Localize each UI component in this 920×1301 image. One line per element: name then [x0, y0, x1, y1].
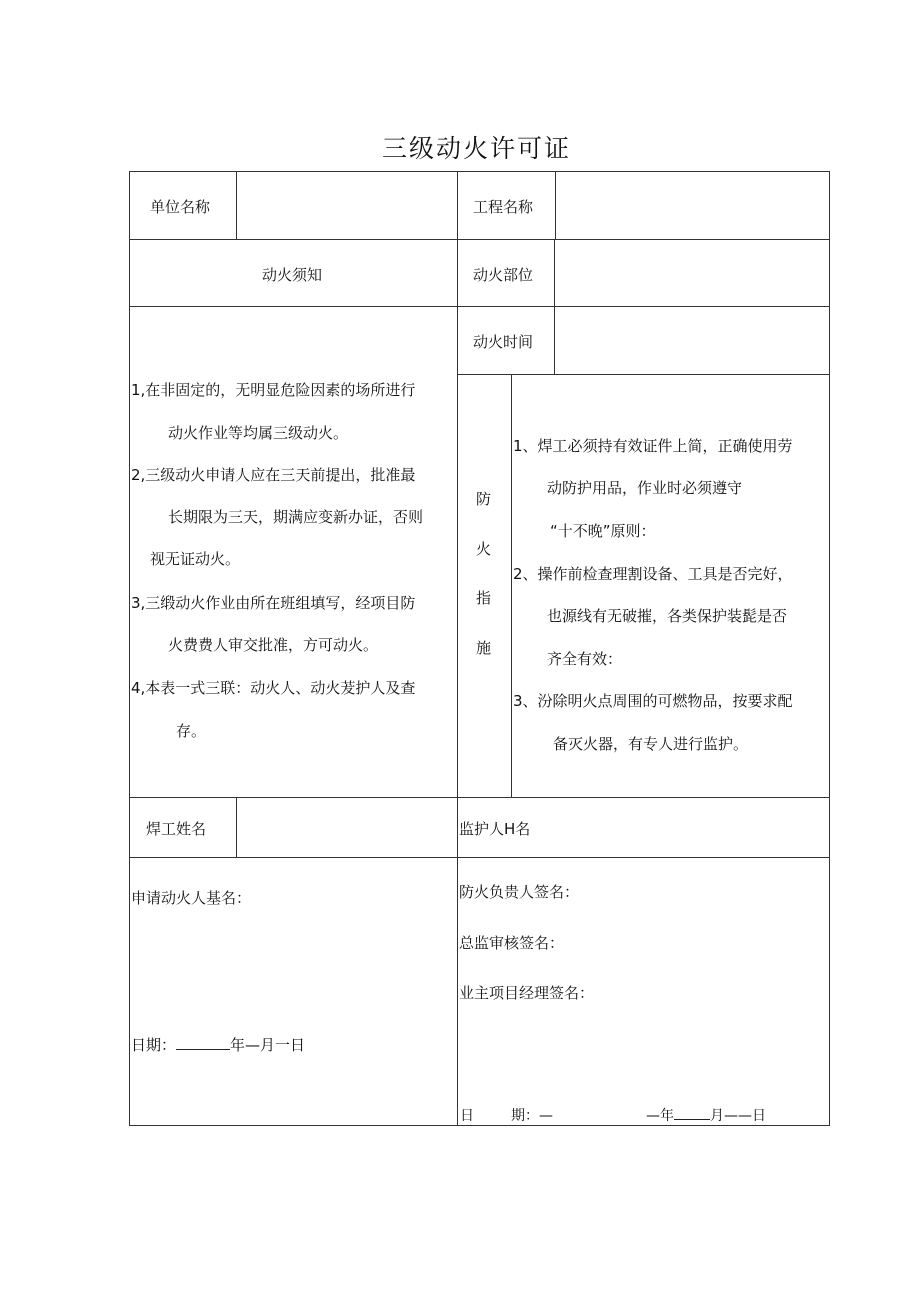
- date-year-label: 年: [230, 1036, 246, 1054]
- measure-line: 齐全有效：: [547, 650, 623, 668]
- notice-line: 1,在非固定的，无明显危险因素的场所进行: [131, 381, 416, 399]
- notice-line: 4,本表一式三联：动火人、动火茇护人及查: [131, 679, 416, 697]
- measure-line: 也源线有无破摧，各类保护装髭是否: [547, 607, 788, 625]
- row-divider: [129, 797, 830, 798]
- unit-name-label: 单位名称: [150, 198, 211, 216]
- column-divider: [457, 171, 458, 1126]
- measure-line: 2、操作前检查理割设备、工具是否完好，: [513, 565, 793, 583]
- notice-line: 长期限为三天，期满应变新办证，否则: [168, 508, 424, 526]
- table-border-bottom: [129, 1125, 830, 1126]
- fire-location-field[interactable]: [556, 241, 827, 304]
- column-divider: [236, 171, 237, 239]
- row-divider: [457, 374, 830, 375]
- table-border-left: [129, 171, 130, 1126]
- fire-location-label: 动火部位: [473, 266, 534, 284]
- measure-line: “十不晚”原则：: [550, 522, 656, 540]
- measure-line: 动防护用品，作业时必须遵守: [547, 479, 743, 497]
- supervisor-signature-label: 总监审核签名：: [459, 934, 565, 952]
- fire-manager-signature-label: 防火负贵人签名：: [459, 883, 580, 901]
- date-year-blank[interactable]: [176, 1035, 230, 1050]
- fire-time-field[interactable]: [556, 308, 827, 372]
- notice-line: 视无证动火。: [150, 550, 241, 568]
- date-year-label: —年: [646, 1108, 674, 1124]
- date-month-day-label: —月一日: [245, 1036, 306, 1054]
- welder-name-label: 焊工姓名: [146, 820, 207, 838]
- notice-line: 存。: [176, 722, 207, 740]
- project-name-field[interactable]: [557, 173, 827, 237]
- measures-label-char: 指: [476, 589, 492, 607]
- column-divider: [555, 171, 556, 239]
- unit-name-field[interactable]: [238, 173, 455, 237]
- measures-label-char: 火: [476, 540, 492, 558]
- guardian-name-label: 监护人H名: [459, 820, 531, 838]
- table-border-top: [129, 171, 830, 172]
- page-title: 三级动火许可证: [382, 134, 572, 163]
- notice-line: 火费费人审交批准，方可动火。: [168, 636, 379, 654]
- row-divider: [129, 857, 830, 858]
- table-border-right: [829, 171, 830, 1126]
- project-name-label: 工程名称: [473, 198, 534, 216]
- column-divider: [236, 797, 237, 857]
- column-divider: [554, 239, 555, 374]
- date-right-qi: 期：—: [511, 1108, 553, 1124]
- row-divider: [129, 239, 830, 240]
- date-month-blank[interactable]: [674, 1105, 710, 1120]
- notice-line: 动火作业等均属三级动火。: [168, 424, 349, 442]
- date-label: 日期：: [131, 1036, 177, 1054]
- measures-label-char: 防: [476, 490, 492, 508]
- row-divider: [129, 306, 830, 307]
- date-month-day-label: 月——日: [710, 1108, 766, 1124]
- date-left: [131, 1034, 305, 1055]
- column-divider: [511, 374, 512, 797]
- notice-line: 3,三缎动火作业由所在班组填写，经项目防: [131, 594, 416, 612]
- fire-time-label: 动火时间: [473, 333, 534, 351]
- applicant-signature-label: 申请动火人基名：: [131, 889, 252, 907]
- welder-name-field[interactable]: [238, 799, 455, 855]
- date-right-year: [646, 1105, 766, 1125]
- measure-line: 1、焊工必须持有效证件上简，正确使用劳: [513, 437, 793, 455]
- notice-line: 2,三级动火申请人应在三天前提出，批准最: [131, 466, 416, 484]
- date-right-ri: 日: [460, 1108, 474, 1124]
- measure-line: 3、汾除明火点周围的可燃物品，按要求配: [513, 692, 793, 710]
- measures-label-char: 施: [476, 639, 492, 657]
- owner-manager-signature-label: 业主项目经理签名：: [459, 984, 595, 1002]
- notice-heading: 动火须知: [262, 266, 323, 284]
- measure-line: 备灭火器，有专人进行监护。: [553, 735, 749, 753]
